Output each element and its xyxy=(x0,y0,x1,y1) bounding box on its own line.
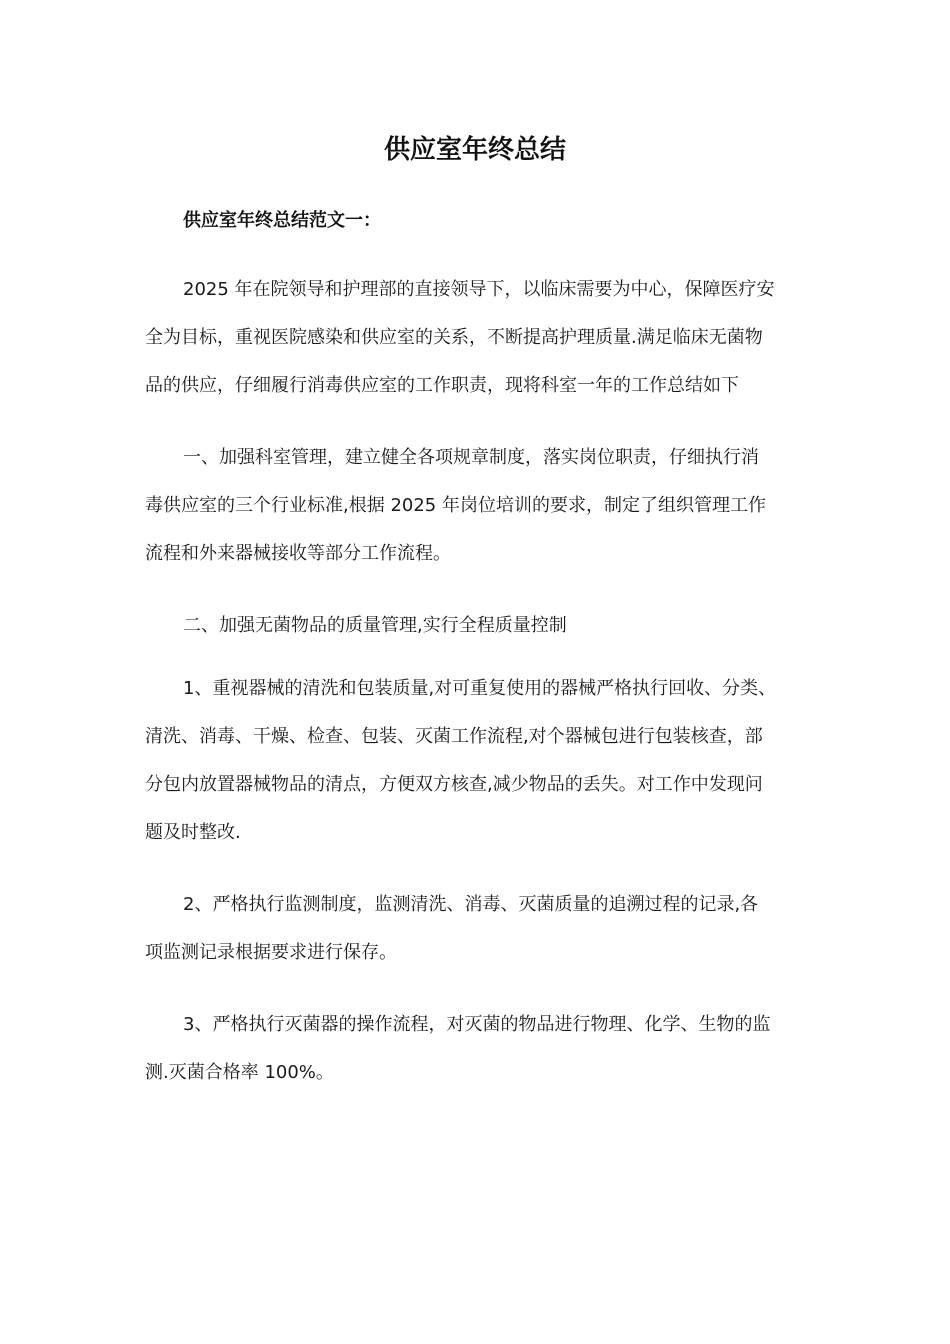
paragraph-6 xyxy=(145,1001,770,1097)
paragraph-line: 二、加强无菌物品的质量管理,实行全程质量控制 xyxy=(183,615,567,636)
paragraph-line: 测.灭菌合格率 100%。 xyxy=(145,1062,334,1083)
paragraph-line: 2025 年在院领导和护理部的直接领导下，以临床需要为中心，保障医疗安 xyxy=(183,279,775,300)
document-subtitle: 供应室年终总结范文一： xyxy=(183,210,381,231)
paragraph-line: 题及时整改. xyxy=(145,822,241,843)
paragraph-line: 清洗、消毒、干燥、检查、包装、灭菌工作流程,对个器械包进行包装核查，部 xyxy=(145,726,763,747)
paragraph-4 xyxy=(145,665,776,857)
paragraph-line: 品的供应，仔细履行消毒供应室的工作职责，现将科室一年的工作总结如下 xyxy=(145,375,739,396)
paragraph-line: 项监测记录根据要求进行保存。 xyxy=(145,942,397,963)
paragraph-3 xyxy=(145,602,567,650)
paragraph-line: 分包内放置器械物品的清点，方便双方核查,减少物品的丢失。对工作中发现问 xyxy=(145,774,763,795)
paragraph-2 xyxy=(145,434,766,578)
paragraph-line: 毒供应室的三个行业标准,根据 2025 年岗位培训的要求，制定了组织管理工作 xyxy=(145,495,766,516)
paragraph-line: 2、严格执行监测制度，监测清洗、消毒、灭菌质量的追溯过程的记录,各 xyxy=(183,894,759,915)
document-title: 供应室年终总结 xyxy=(383,135,566,165)
paragraph-line: 1、重视器械的清洗和包装质量,对可重复使用的器械严格执行回收、分类、 xyxy=(183,678,777,699)
paragraph-line: 一、加强科室管理，建立健全各项规章制度，落实岗位职责，仔细执行消 xyxy=(183,447,759,468)
paragraph-5 xyxy=(145,881,758,977)
paragraph-line: 3、严格执行灭菌器的操作流程，对灭菌的物品进行物理、化学、生物的监 xyxy=(183,1014,771,1035)
paragraph-line: 流程和外来器械接收等部分工作流程。 xyxy=(145,543,451,564)
paragraph-line: 全为目标，重视医院感染和供应室的关系，不断提高护理质量.满足临床无菌物 xyxy=(145,327,763,348)
paragraph-1 xyxy=(145,266,775,410)
